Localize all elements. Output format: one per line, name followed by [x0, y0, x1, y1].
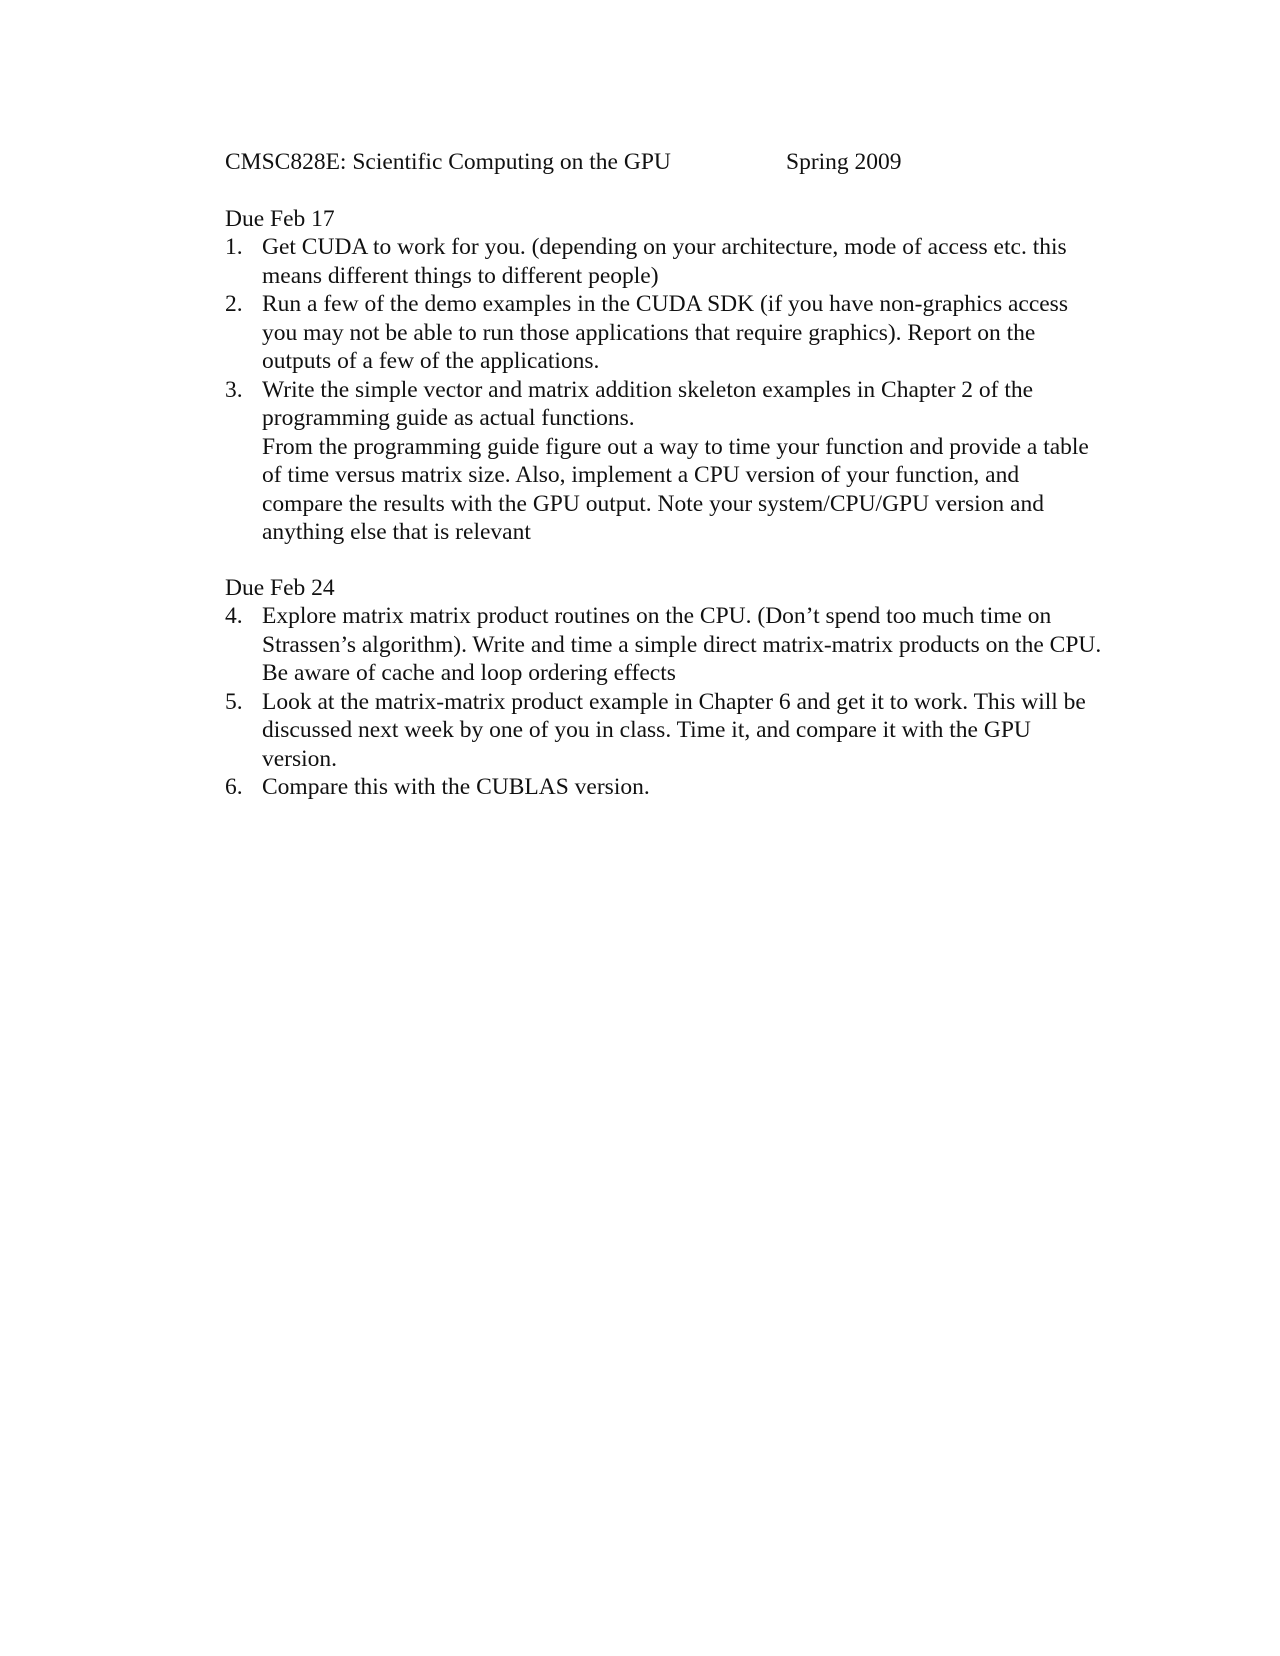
- document-header: [225, 148, 1105, 177]
- item-text: Write the simple vector and matrix addition skeleton examples in Chapter 2 of the programming guide as actual functions.: [262, 376, 1034, 431]
- list-item: [225, 773, 1105, 802]
- document-page: [225, 148, 1105, 802]
- list-item: [225, 376, 1105, 547]
- item-number: 3.: [225, 376, 243, 403]
- item-number: 4.: [225, 603, 243, 629]
- list-item: [225, 290, 1105, 376]
- task-list: [225, 602, 1105, 802]
- item-extra-text: From the programming guide figure out a way to time your function and provide a table of time versus matrix size. Also, implement a CPU version of your function, and compare the results with the GPU output. Note your system/CPU/GPU version and anything else that is relevant: [262, 433, 1089, 545]
- item-number: 2.: [225, 291, 243, 317]
- due-date-heading: Due Feb 24: [225, 574, 335, 601]
- list-item: [225, 233, 1105, 290]
- term-label: Spring 2009: [786, 149, 902, 175]
- item-text: Get CUDA to work for you. (depending on your architecture, mode of access etc. this means different things to different people): [262, 234, 1067, 289]
- list-item: [225, 688, 1105, 774]
- task-list: [225, 233, 1105, 547]
- item-text: Look at the matrix-matrix product example in Chapter 6 and get it to work. This will be discussed next week by one of you in class. Time it, and compare it with the GPU version.: [262, 688, 1086, 772]
- item-number: 1.: [225, 234, 243, 260]
- item-text: Compare this with the CUBLAS version.: [262, 774, 650, 800]
- due-date-heading: Due Feb 17: [225, 205, 335, 232]
- item-text: Explore matrix matrix product routines on the CPU. (Don’t spend too much time on Strassen’s algorithm). Write and time a simple direct matrix-matrix products on the CPU. Be aware of cache and loop ordering effects: [262, 603, 1102, 686]
- item-number: 6.: [225, 774, 243, 800]
- item-text: Run a few of the demo examples in the CUDA SDK (if you have non-graphics access you may not be able to run those applications that require graphics). Report on the outputs of a few of the applications.: [262, 291, 1068, 374]
- assignment-section-feb-17: [225, 205, 1105, 547]
- assignment-section-feb-24: [225, 574, 1105, 802]
- course-title: CMSC828E: Scientific Computing on the GPU: [225, 149, 671, 175]
- list-item: [225, 602, 1105, 688]
- item-number: 5.: [225, 688, 243, 715]
